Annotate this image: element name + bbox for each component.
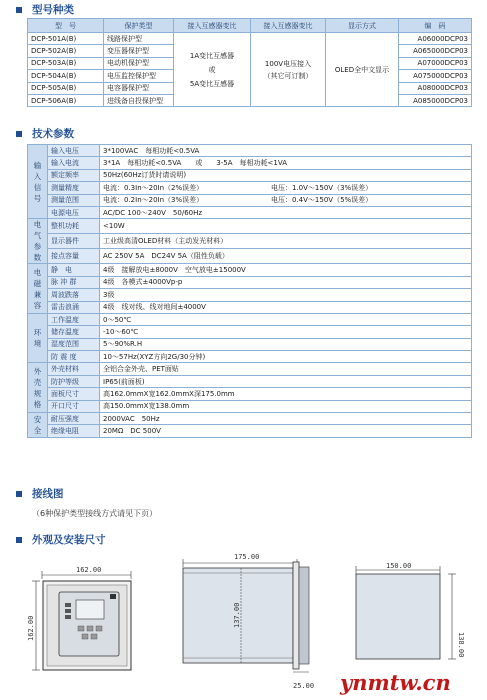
param-value-text-2: 电压：1.0V～150V（3%误差） [271, 183, 373, 192]
section-title-models: 型号种类 [16, 2, 74, 17]
param-name: 面板尺寸 [48, 388, 100, 400]
type-cell: 线路保护型 [104, 33, 174, 45]
param-name: 输入电压 [48, 145, 100, 157]
param-value-text: 高162.0mmX宽162.0mmX深175.0mm [103, 389, 235, 398]
param-value-text: <10W [103, 222, 125, 231]
param-name: 接点容量 [48, 249, 100, 264]
header-cell: 型 号 [28, 19, 104, 33]
panel-button [96, 626, 102, 631]
pt-ratio-line: 100V电压接入 [264, 59, 312, 68]
watermark: ynmtw.cn [340, 670, 451, 695]
display-cell: OLED全中文显示 [326, 33, 399, 107]
side-view-drawing [183, 553, 314, 690]
code-cell: A065000DCP03 [399, 45, 472, 57]
wiring-note: （6种保护类型接线方式请见下页） [32, 509, 158, 518]
param-value-text: 10～57Hz(XYZ方向2G/30分钟) [103, 352, 206, 361]
led-indicator [65, 609, 71, 613]
param-name: 测量精度 [48, 182, 100, 194]
model-cell: DCP-506A(B) [28, 94, 104, 106]
front-height-label: 162.00 [27, 615, 35, 641]
param-value-text: -10～60℃ [103, 327, 139, 336]
code-cell: A06000DCP03 [399, 33, 472, 45]
model-cell: DCP-504A(B) [28, 70, 104, 82]
param-value-text: 电流：0.2In～20In（3%误差） [103, 196, 204, 205]
model-cell: DCP-503A(B) [28, 57, 104, 69]
cutout-width-label: 150.00 [386, 562, 412, 570]
param-value-text: 工业级高清OLED材料（主动发光材料） [103, 237, 228, 246]
param-name: 外壳材料 [48, 363, 100, 375]
param-name: 绝缘电阻 [48, 425, 100, 437]
param-value-text: 4级 各模式±4000Vp-p [103, 278, 183, 287]
param-value-text: 4级 线对线、线对地间±4000V [103, 303, 206, 312]
param-value-text: IP65(前面板) [103, 377, 145, 386]
param-value-text: 3*1A 每相功耗<0.5VA 或 3-5A 每相功耗<1VA [103, 159, 287, 168]
section-title-dimensions: 外观及安装尺寸 [16, 532, 106, 547]
header-cell: 编 码 [399, 19, 472, 33]
param-name: 耐压强度 [48, 413, 100, 425]
param-value-text: AC/DC 100～240V 50/60Hz [103, 208, 203, 217]
led-indicator [65, 603, 71, 607]
pt-ratio-line: （其它可订制） [263, 71, 313, 80]
header-cell: 显示方式 [326, 19, 399, 33]
panel-button [82, 634, 88, 639]
param-name: 静 电 [48, 264, 100, 276]
param-name: 输入电流 [48, 157, 100, 169]
param-value-text: 4级 接解放电±8000V 空气放电±15000V [103, 266, 246, 275]
param-group-label: 电 气 参 数 [28, 219, 48, 264]
param-value-text: 20MΩ DC 500V [103, 427, 161, 436]
param-name: 雷击浪涌 [48, 301, 100, 313]
param-group-label: 输 入 信 号 [28, 145, 48, 219]
model-cell: DCP-502A(B) [28, 45, 104, 57]
param-value-text: 2000VAC 50Hz [103, 414, 160, 423]
side-height-label: 137.00 [233, 602, 241, 628]
model-cell: DCP-501A(B) [28, 33, 104, 45]
param-value-text: 全铝合金外壳、PET面贴 [103, 365, 179, 374]
param-value-text: 3级 [103, 290, 115, 299]
side-depth-label: 175.00 [234, 553, 260, 561]
param-value-text: 5～90%R.H [103, 340, 143, 349]
type-cell: 电压监控保护型 [104, 70, 174, 82]
param-name: 开口尺寸 [48, 400, 100, 412]
cutout-height-label: 138.00 [457, 632, 465, 658]
code-cell: A07000DCP03 [399, 57, 472, 69]
header-cell: 保护类型 [104, 19, 174, 33]
param-name: 防护等级 [48, 375, 100, 387]
header-cell: 接入互感器变比 [174, 19, 251, 33]
param-name: 电源电压 [48, 206, 100, 218]
param-value-text-2: 电压：0.4V～150V（5%误差） [271, 196, 373, 205]
param-name: 防 震 度 [48, 351, 100, 363]
ct-ratio-line: 1A变比互感器 [189, 51, 235, 60]
param-group-label: 电 磁 兼 容 [28, 264, 48, 314]
param-name: 整机功耗 [48, 219, 100, 234]
param-value-text: 50Hz(60Hz订货时请说明) [103, 171, 187, 180]
param-value-text: 0～50℃ [103, 315, 132, 324]
param-group-label: 安 全 [28, 413, 48, 438]
param-name: 储存温度 [48, 326, 100, 338]
front-view-drawing [27, 566, 131, 670]
type-cell: 电容器保护型 [104, 82, 174, 94]
param-name: 测量范围 [48, 194, 100, 206]
led-indicator [65, 615, 71, 619]
param-value-text: 3*100VAC 每相功耗<0.5VA [103, 146, 200, 155]
model-cell: DCP-505A(B) [28, 82, 104, 94]
panel-button [91, 634, 97, 639]
ct-ratio-line: 5A变比互感器 [189, 79, 235, 88]
cutout-view-drawing [356, 562, 465, 659]
param-value-text: 电流：0.3In～20In（2%误差） [103, 183, 204, 192]
ct-ratio-line: 或 [208, 65, 216, 74]
panel-button [78, 626, 84, 631]
param-group-label: 环 境 [28, 313, 48, 363]
side-lip-label: 25.00 [293, 682, 315, 690]
param-name: 额定频率 [48, 169, 100, 181]
oled-screen [76, 600, 104, 619]
param-value-text: AC 250V 5A DC24V 5A（阻性负载） [103, 252, 229, 261]
param-name: 湿度范围 [48, 338, 100, 350]
param-name: 工作温度 [48, 313, 100, 325]
header-cell: 接入互感器变比 [251, 19, 326, 33]
type-cell: 电动机保护型 [104, 57, 174, 69]
param-value-text: 高150.0mmX宽138.0mm [103, 402, 190, 411]
section-title-wiring: 接线图 [16, 486, 64, 501]
param-name: 显示器件 [48, 234, 100, 249]
code-cell: A085000DCP03 [399, 94, 472, 106]
brand-logo-icon [110, 594, 116, 599]
code-cell: A075000DCP03 [399, 70, 472, 82]
front-width-label: 162.00 [76, 566, 102, 574]
code-cell: A08000DCP03 [399, 82, 472, 94]
param-name: 脉 冲 群 [48, 276, 100, 288]
param-group-label: 外 壳 规 格 [28, 363, 48, 413]
type-cell: 变压器保护型 [104, 45, 174, 57]
param-name: 周波跌落 [48, 289, 100, 301]
panel-button [87, 626, 93, 631]
section-title-params: 技术参数 [16, 126, 74, 141]
type-cell: 进线备自投保护型 [104, 94, 174, 106]
